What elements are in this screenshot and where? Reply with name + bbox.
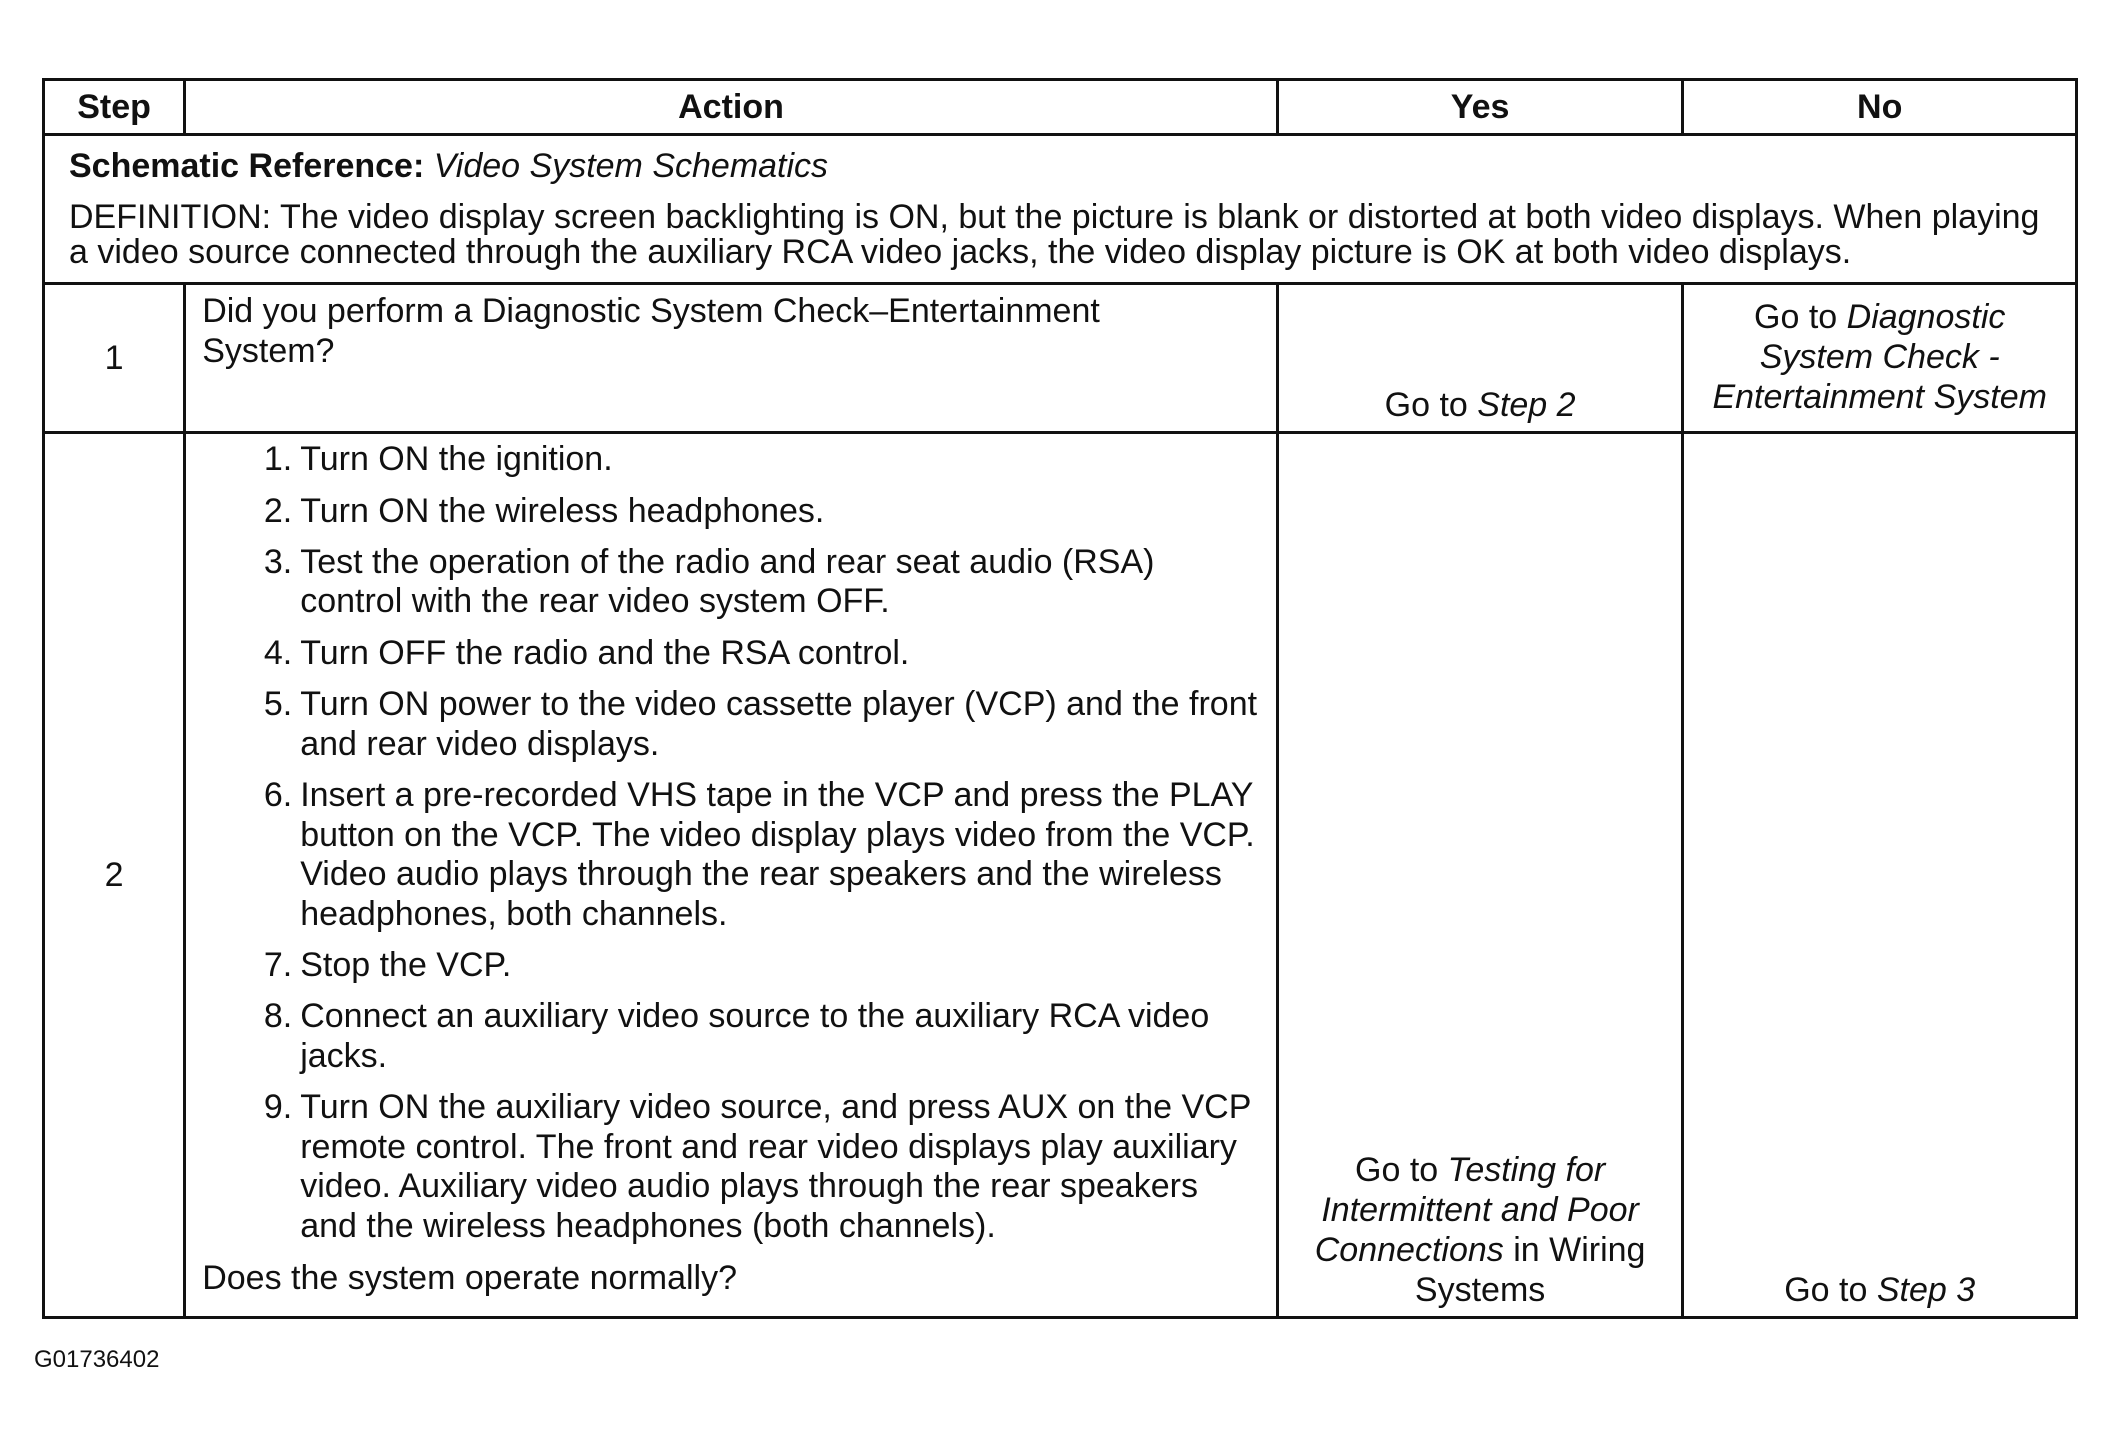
no-prefix: Go to <box>1754 298 1838 337</box>
instruction-text: Connect an auxiliary video source to the auxiliary RCA video jacks. <box>300 997 1210 1075</box>
instruction-text: Turn ON the ignition. <box>300 440 613 479</box>
instruction-number: 7. <box>263 945 293 984</box>
instruction-item <box>250 1088 1260 1246</box>
schematic-reference <box>69 146 2055 186</box>
yes-cell <box>1277 284 1683 433</box>
instruction-item <box>250 440 1260 479</box>
schematic-reference-label: Schematic Reference: <box>69 147 425 185</box>
no-link-diagnostic-system-check[interactable]: Diagnostic System Check - Entertainment System <box>1712 298 2047 417</box>
no-cell <box>1683 433 2077 1318</box>
diagnostic-table <box>42 78 2078 1319</box>
instruction-text: Turn ON the wireless headphones. <box>300 491 825 530</box>
header-row <box>44 80 2077 135</box>
instruction-number: 8. <box>263 997 293 1036</box>
instruction-item <box>250 634 1260 673</box>
instruction-item <box>250 946 1260 985</box>
schematic-reference-link[interactable]: Video System Schematics <box>433 147 829 185</box>
figure-id: G01736402 <box>34 1346 160 1373</box>
instruction-item <box>250 492 1260 531</box>
no-link-step-3[interactable]: Step 3 <box>1876 1271 1976 1310</box>
instruction-text: Turn ON the auxiliary video source, and press AUX on the VCP remote control. The front and rear video displays play auxiliary video. Auxiliary video audio plays through the rear speakers and the wireless headphones (both channels). <box>300 1088 1251 1245</box>
step-row-2 <box>44 433 2077 1318</box>
definition-text: DEFINITION: The video display screen backlighting is ON, but the picture is blank or distorted at both video displays. When playing a video source connected through the auxiliary RCA video jacks, the video display picture is OK at both video displays. <box>69 198 2040 272</box>
action-cell <box>185 284 1278 433</box>
instruction-text: Turn OFF the radio and the RSA control. <box>300 633 910 672</box>
instruction-text: Stop the VCP. <box>300 945 512 984</box>
instruction-text: Turn ON power to the video cassette player (VCP) and the front and rear video displays. <box>300 685 1258 763</box>
instruction-text: Test the operation of the radio and rear seat audio (RSA) control with the rear video system OFF. <box>300 543 1155 621</box>
yes-link-testing-intermittent[interactable]: Testing for Intermittent and Poor Connections <box>1314 1150 1639 1269</box>
step-number: 1 <box>44 284 185 433</box>
yes-link-step-2[interactable]: Step 2 <box>1477 386 1576 425</box>
instruction-number: 2. <box>263 491 293 530</box>
yes-prefix: Go to <box>1355 1150 1439 1189</box>
reference-cell <box>44 135 2077 284</box>
instruction-number: 6. <box>263 776 293 815</box>
yes-suffix: in Wiring Systems <box>1414 1230 1646 1310</box>
step-question: Did you perform a Diagnostic System Check–Entertainment System? <box>202 292 1100 371</box>
instruction-number: 4. <box>263 633 293 672</box>
instruction-item <box>250 543 1260 622</box>
header-yes: Yes <box>1277 80 1683 135</box>
action-cell <box>185 433 1278 1318</box>
header-step: Step <box>44 80 185 135</box>
yes-prefix: Go to <box>1384 386 1468 425</box>
instruction-number: 1. <box>263 440 293 479</box>
instruction-item <box>250 776 1260 934</box>
instruction-number: 9. <box>263 1088 293 1127</box>
step-row-1 <box>44 284 2077 433</box>
step-number: 2 <box>44 433 185 1318</box>
header-no: No <box>1683 80 2077 135</box>
instruction-list <box>202 440 1260 1246</box>
instruction-number: 3. <box>263 543 293 582</box>
instruction-text: Insert a pre-recorded VHS tape in the VCP and press the PLAY button on the VCP. The video display plays video from the VCP. Video audio plays through the rear speakers and the wireless headphones, both channels. <box>300 776 1255 933</box>
reference-row <box>44 135 2077 284</box>
no-cell <box>1683 284 2077 433</box>
no-prefix: Go to <box>1784 1271 1868 1310</box>
header-action: Action <box>185 80 1278 135</box>
yes-cell <box>1277 433 1683 1318</box>
instruction-item <box>250 997 1260 1076</box>
instruction-number: 5. <box>263 685 293 724</box>
instruction-item <box>250 685 1260 764</box>
step-question: Does the system operate normally? <box>202 1259 738 1298</box>
